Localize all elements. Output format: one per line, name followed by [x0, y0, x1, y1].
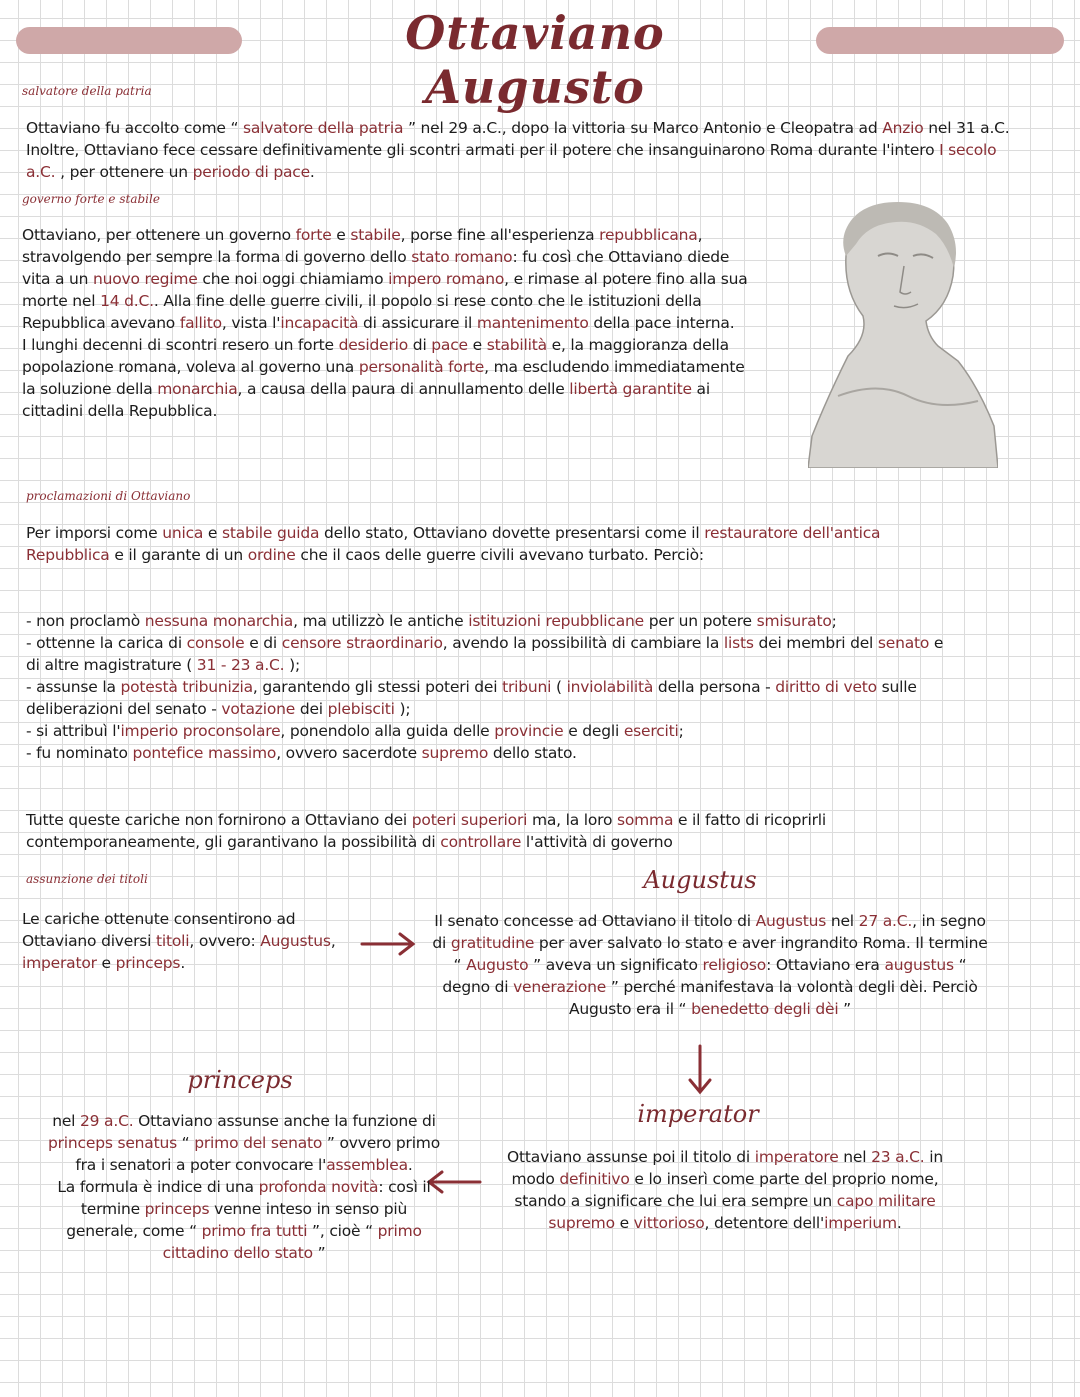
arrow-down-icon — [686, 1042, 714, 1098]
highlight: libertà garantite — [569, 380, 692, 398]
highlight: periodo di pace — [192, 163, 310, 181]
highlight: provincie — [494, 722, 564, 740]
text-run: , per ottenere un — [55, 163, 193, 181]
highlight: console — [186, 634, 245, 652]
text-run: e, la maggioranza della popolazione romana, voleva al governo una — [22, 336, 729, 376]
text-run: di assicurare il — [358, 314, 477, 332]
text-run: Ottaviano fu accolto come “ — [26, 119, 244, 137]
highlight: imperium — [824, 1214, 897, 1232]
highlight: stato romano — [411, 248, 513, 266]
text-run: Tutte queste cariche non fornirono a Ottaviano dei — [26, 811, 412, 829]
subheading-imperator: imperator — [637, 1100, 759, 1128]
text-run: che il caos delle guerre civili avevano turbato. Perciò: — [295, 546, 704, 564]
text-run: della pace interna. — [588, 314, 735, 332]
text-run: - si attribuì l' — [26, 722, 121, 740]
text-run: - non proclamò — [26, 612, 145, 630]
text-run: dei membri del — [753, 634, 878, 652]
highlight: 31 - 23 a.C. — [196, 656, 285, 674]
highlight: nuovo regime — [92, 270, 198, 288]
text-run: . — [896, 1214, 902, 1232]
text-run: La formula è indice di una — [57, 1178, 259, 1196]
highlight: titoli — [156, 932, 190, 950]
highlight: Augustus — [260, 932, 331, 950]
text-run: venne inteso in senso più generale, come “ — [66, 1200, 408, 1240]
paragraph-proclamazioni-outro — [26, 809, 966, 853]
text-run: ( — [551, 678, 567, 696]
highlight: definitivo — [559, 1170, 630, 1188]
highlight: plebisciti — [327, 700, 395, 718]
highlight: 29 a.C. — [80, 1112, 134, 1130]
text-run: - ottenne la carica di — [26, 634, 187, 652]
text-run: , stravolgendo per sempre la forma di governo dello — [22, 226, 703, 266]
text-run: ” nel 29 a.C., dopo la vittoria su Marco Antonio e Cleopatra ad — [403, 119, 883, 137]
subheading-princeps: princeps — [187, 1066, 293, 1094]
text-run: . Alla fine delle guerre civili, il popolo si rese conto che le istituzioni della Repubblica avevano — [22, 292, 702, 332]
highlight: controllare — [440, 833, 522, 851]
highlight: primo fra tutti — [201, 1222, 308, 1240]
text-run: Il senato concesse ad Ottaviano il titolo di — [434, 912, 756, 930]
highlight: ordine — [247, 546, 296, 564]
text-run: per un potere — [644, 612, 757, 630]
highlight: mantenimento — [476, 314, 589, 332]
highlight: unica — [162, 524, 204, 542]
text-run: l'attività di governo — [521, 833, 673, 851]
highlight: incapacità — [280, 314, 359, 332]
text-run: e — [96, 954, 116, 972]
highlight: repubblicana — [599, 226, 698, 244]
text-run: , detentore dell' — [704, 1214, 825, 1232]
section-heading-governo: governo forte e stabile — [22, 192, 160, 206]
section-heading-titoli: assunzione dei titoli — [26, 872, 148, 886]
text-run: , e rimase al potere fino alla sua morte nel — [22, 270, 748, 310]
paragraph-imperator — [505, 1146, 945, 1234]
page-title: Ottaviano Augusto — [405, 6, 665, 114]
text-run: I lunghi decenni di scontri resero un forte — [22, 336, 339, 354]
list-item — [26, 720, 951, 742]
text-run: e il garante di un — [109, 546, 248, 564]
text-run: , ma utilizzò le antiche — [293, 612, 469, 630]
text-run: e di — [244, 634, 282, 652]
subheading-augustus: Augustus — [643, 866, 757, 894]
text-run: ” ovvero primo fra i senatori a poter convocare l' — [75, 1134, 440, 1174]
text-run: Ottaviano assunse anche la funzione di — [133, 1112, 436, 1130]
highlight: nessuna monarchia — [144, 612, 294, 630]
text-run: , porse fine all'esperienza — [400, 226, 600, 244]
header-bar-left — [16, 27, 242, 54]
text-run: , garantendo gli stessi poteri dei — [252, 678, 503, 696]
text-run: , in segno di — [432, 912, 986, 952]
text-run: ” — [312, 1244, 326, 1262]
text-run: di — [408, 336, 432, 354]
highlight: eserciti — [623, 722, 679, 740]
text-run: , ma escludendo immediatamente la soluzione della — [22, 358, 745, 398]
text-run: e — [614, 1214, 634, 1232]
arrow-right-icon — [358, 930, 418, 958]
highlight: Anzio — [882, 119, 924, 137]
highlight: Augustus — [755, 912, 827, 930]
highlight: primo del senato — [194, 1134, 323, 1152]
text-run: che noi oggi chiamiamo — [197, 270, 389, 288]
list-item — [26, 676, 951, 720]
highlight: stabile — [350, 226, 401, 244]
highlight: pontefice massimo — [132, 744, 277, 762]
paragraph-augustus — [430, 910, 990, 1020]
text-run: : Ottaviano era — [766, 956, 885, 974]
bust-image — [808, 196, 998, 468]
text-run: dei — [295, 700, 328, 718]
text-run: e il fatto di ricoprirli contemporaneamente, gli garantivano la possibilità di — [26, 811, 826, 851]
highlight: lists — [723, 634, 754, 652]
highlight: diritto di veto — [775, 678, 877, 696]
highlight: salvatore della patria — [243, 119, 404, 137]
paragraph-titoli — [22, 908, 352, 974]
header-bar-right — [816, 27, 1064, 54]
highlight: princeps — [115, 954, 181, 972]
highlight: forte — [295, 226, 332, 244]
text-run: : così il termine — [80, 1178, 431, 1218]
highlight: 23 a.C. — [871, 1148, 925, 1166]
highlight: votazione — [221, 700, 296, 718]
text-run: ); — [394, 700, 411, 718]
text-run: , ovvero: — [189, 932, 261, 950]
highlight: smisurato — [756, 612, 832, 630]
text-run: e — [331, 226, 351, 244]
text-run: : fu così che Ottaviano diede vita a un — [22, 248, 730, 288]
highlight: stabilità — [486, 336, 547, 354]
text-run: , vista l' — [221, 314, 281, 332]
text-run: e — [467, 336, 487, 354]
list-item — [26, 632, 951, 676]
highlight: assemblea — [326, 1156, 408, 1174]
highlight: monarchia — [157, 380, 238, 398]
text-run: dello stato, Ottaviano dovette presentarsi come il — [319, 524, 705, 542]
text-run: in modo — [511, 1148, 943, 1188]
text-run: . — [180, 954, 186, 972]
highlight: istituzioni repubblicane — [468, 612, 644, 630]
highlight: senato — [877, 634, 930, 652]
text-run: , avendo la possibilità di cambiare la — [442, 634, 724, 652]
text-run: ai cittadini della Repubblica. — [22, 380, 710, 420]
highlight: imperatore — [754, 1148, 839, 1166]
list-proclamazioni — [26, 610, 951, 764]
highlight: princeps — [144, 1200, 210, 1218]
paragraph-governo — [22, 224, 762, 422]
highlight: capo militare supremo — [548, 1192, 936, 1232]
text-run: ” — [838, 1000, 851, 1018]
highlight: imperio proconsolare — [120, 722, 281, 740]
text-run: Per imporsi come — [26, 524, 163, 542]
highlight: imperator — [22, 954, 97, 972]
list-item — [26, 610, 951, 632]
text-run: ma, la loro — [527, 811, 617, 829]
highlight: desiderio — [338, 336, 409, 354]
highlight: impero romano — [388, 270, 505, 288]
highlight: censore straordinario — [281, 634, 443, 652]
list-item — [26, 742, 951, 764]
text-run: ”, cioè “ — [307, 1222, 378, 1240]
text-run: nel — [52, 1112, 80, 1130]
highlight: pace — [431, 336, 468, 354]
highlight: personalità forte — [358, 358, 485, 376]
highlight: venerazione — [513, 978, 607, 996]
section-heading-salvatore: salvatore della patria — [22, 84, 152, 98]
text-run: nel — [826, 912, 859, 930]
text-run: della persona - — [653, 678, 776, 696]
text-run: . — [309, 163, 315, 181]
text-run: Ottaviano, per ottenere un governo — [22, 226, 296, 244]
highlight: primo cittadino dello stato — [162, 1222, 422, 1262]
highlight: gratitudine — [450, 934, 535, 952]
highlight: vittorioso — [633, 1214, 705, 1232]
highlight: restauratore dell'antica Repubblica — [26, 524, 881, 564]
text-run: Ottaviano assunse poi il titolo di — [507, 1148, 755, 1166]
text-run: “ — [176, 1134, 195, 1152]
text-run: , — [330, 932, 336, 950]
highlight: stabile guida — [222, 524, 320, 542]
highlight: profonda novità — [258, 1178, 379, 1196]
text-run: ; — [678, 722, 684, 740]
text-run: ” perché manifestava la volontà degli dèi. Perciò Augusto era il “ — [569, 978, 978, 1018]
text-run: e di altre magistrature ( — [26, 634, 944, 674]
highlight: potestà tribunizia — [120, 678, 253, 696]
text-run: nel — [838, 1148, 872, 1166]
paragraph-salvatore — [26, 117, 1026, 183]
highlight: benedetto degli dèi — [691, 1000, 839, 1018]
text-run: , ponendolo alla guida delle — [280, 722, 495, 740]
highlight: 27 a.C. — [858, 912, 913, 930]
text-run: - fu nominato — [26, 744, 133, 762]
text-run: ” aveva un significato — [528, 956, 703, 974]
highlight: augustus — [884, 956, 954, 974]
highlight: poteri superiori — [411, 811, 528, 829]
highlight: tribuni — [502, 678, 552, 696]
text-run: e lo inserì come parte del proprio nome, stando a significare che lui era sempre un — [514, 1170, 939, 1210]
highlight: inviolabilità — [566, 678, 654, 696]
text-run: “ degno di — [442, 956, 967, 996]
highlight: Augusto — [466, 956, 529, 974]
highlight: I secolo a.C. — [26, 141, 997, 181]
highlight: 14 d.C. — [100, 292, 154, 310]
paragraph-princeps — [44, 1110, 444, 1264]
text-run: , ovvero sacerdote — [276, 744, 422, 762]
text-run: , a causa della paura di annullamento delle — [237, 380, 570, 398]
text-run: ; — [831, 612, 837, 630]
text-run: per aver salvato lo stato e aver ingrandito Roma. Il termine “ — [453, 934, 988, 974]
highlight: somma — [616, 811, 674, 829]
text-run: nel 31 a.C. Inoltre, Ottaviano fece cessare definitivamente gli scontri armati per il potere che insanguinarono Roma durante l'intero — [26, 119, 1010, 159]
text-run: e — [203, 524, 222, 542]
text-run: sulle deliberazioni del senato - — [26, 678, 917, 718]
text-run: e degli — [563, 722, 624, 740]
text-run: - assunse la — [26, 678, 121, 696]
highlight: fallito — [179, 314, 222, 332]
section-heading-proclamazioni: proclamazioni di Ottaviano — [26, 489, 191, 503]
text-run: ); — [284, 656, 301, 674]
highlight: princeps senatus — [48, 1134, 177, 1152]
text-run: Le cariche ottenute consentirono ad Ottaviano diversi — [22, 910, 296, 950]
text-run: dello stato. — [488, 744, 577, 762]
highlight: religioso — [702, 956, 767, 974]
highlight: supremo — [421, 744, 489, 762]
paragraph-proclamazioni-intro — [26, 522, 926, 566]
text-run: . — [407, 1156, 413, 1174]
